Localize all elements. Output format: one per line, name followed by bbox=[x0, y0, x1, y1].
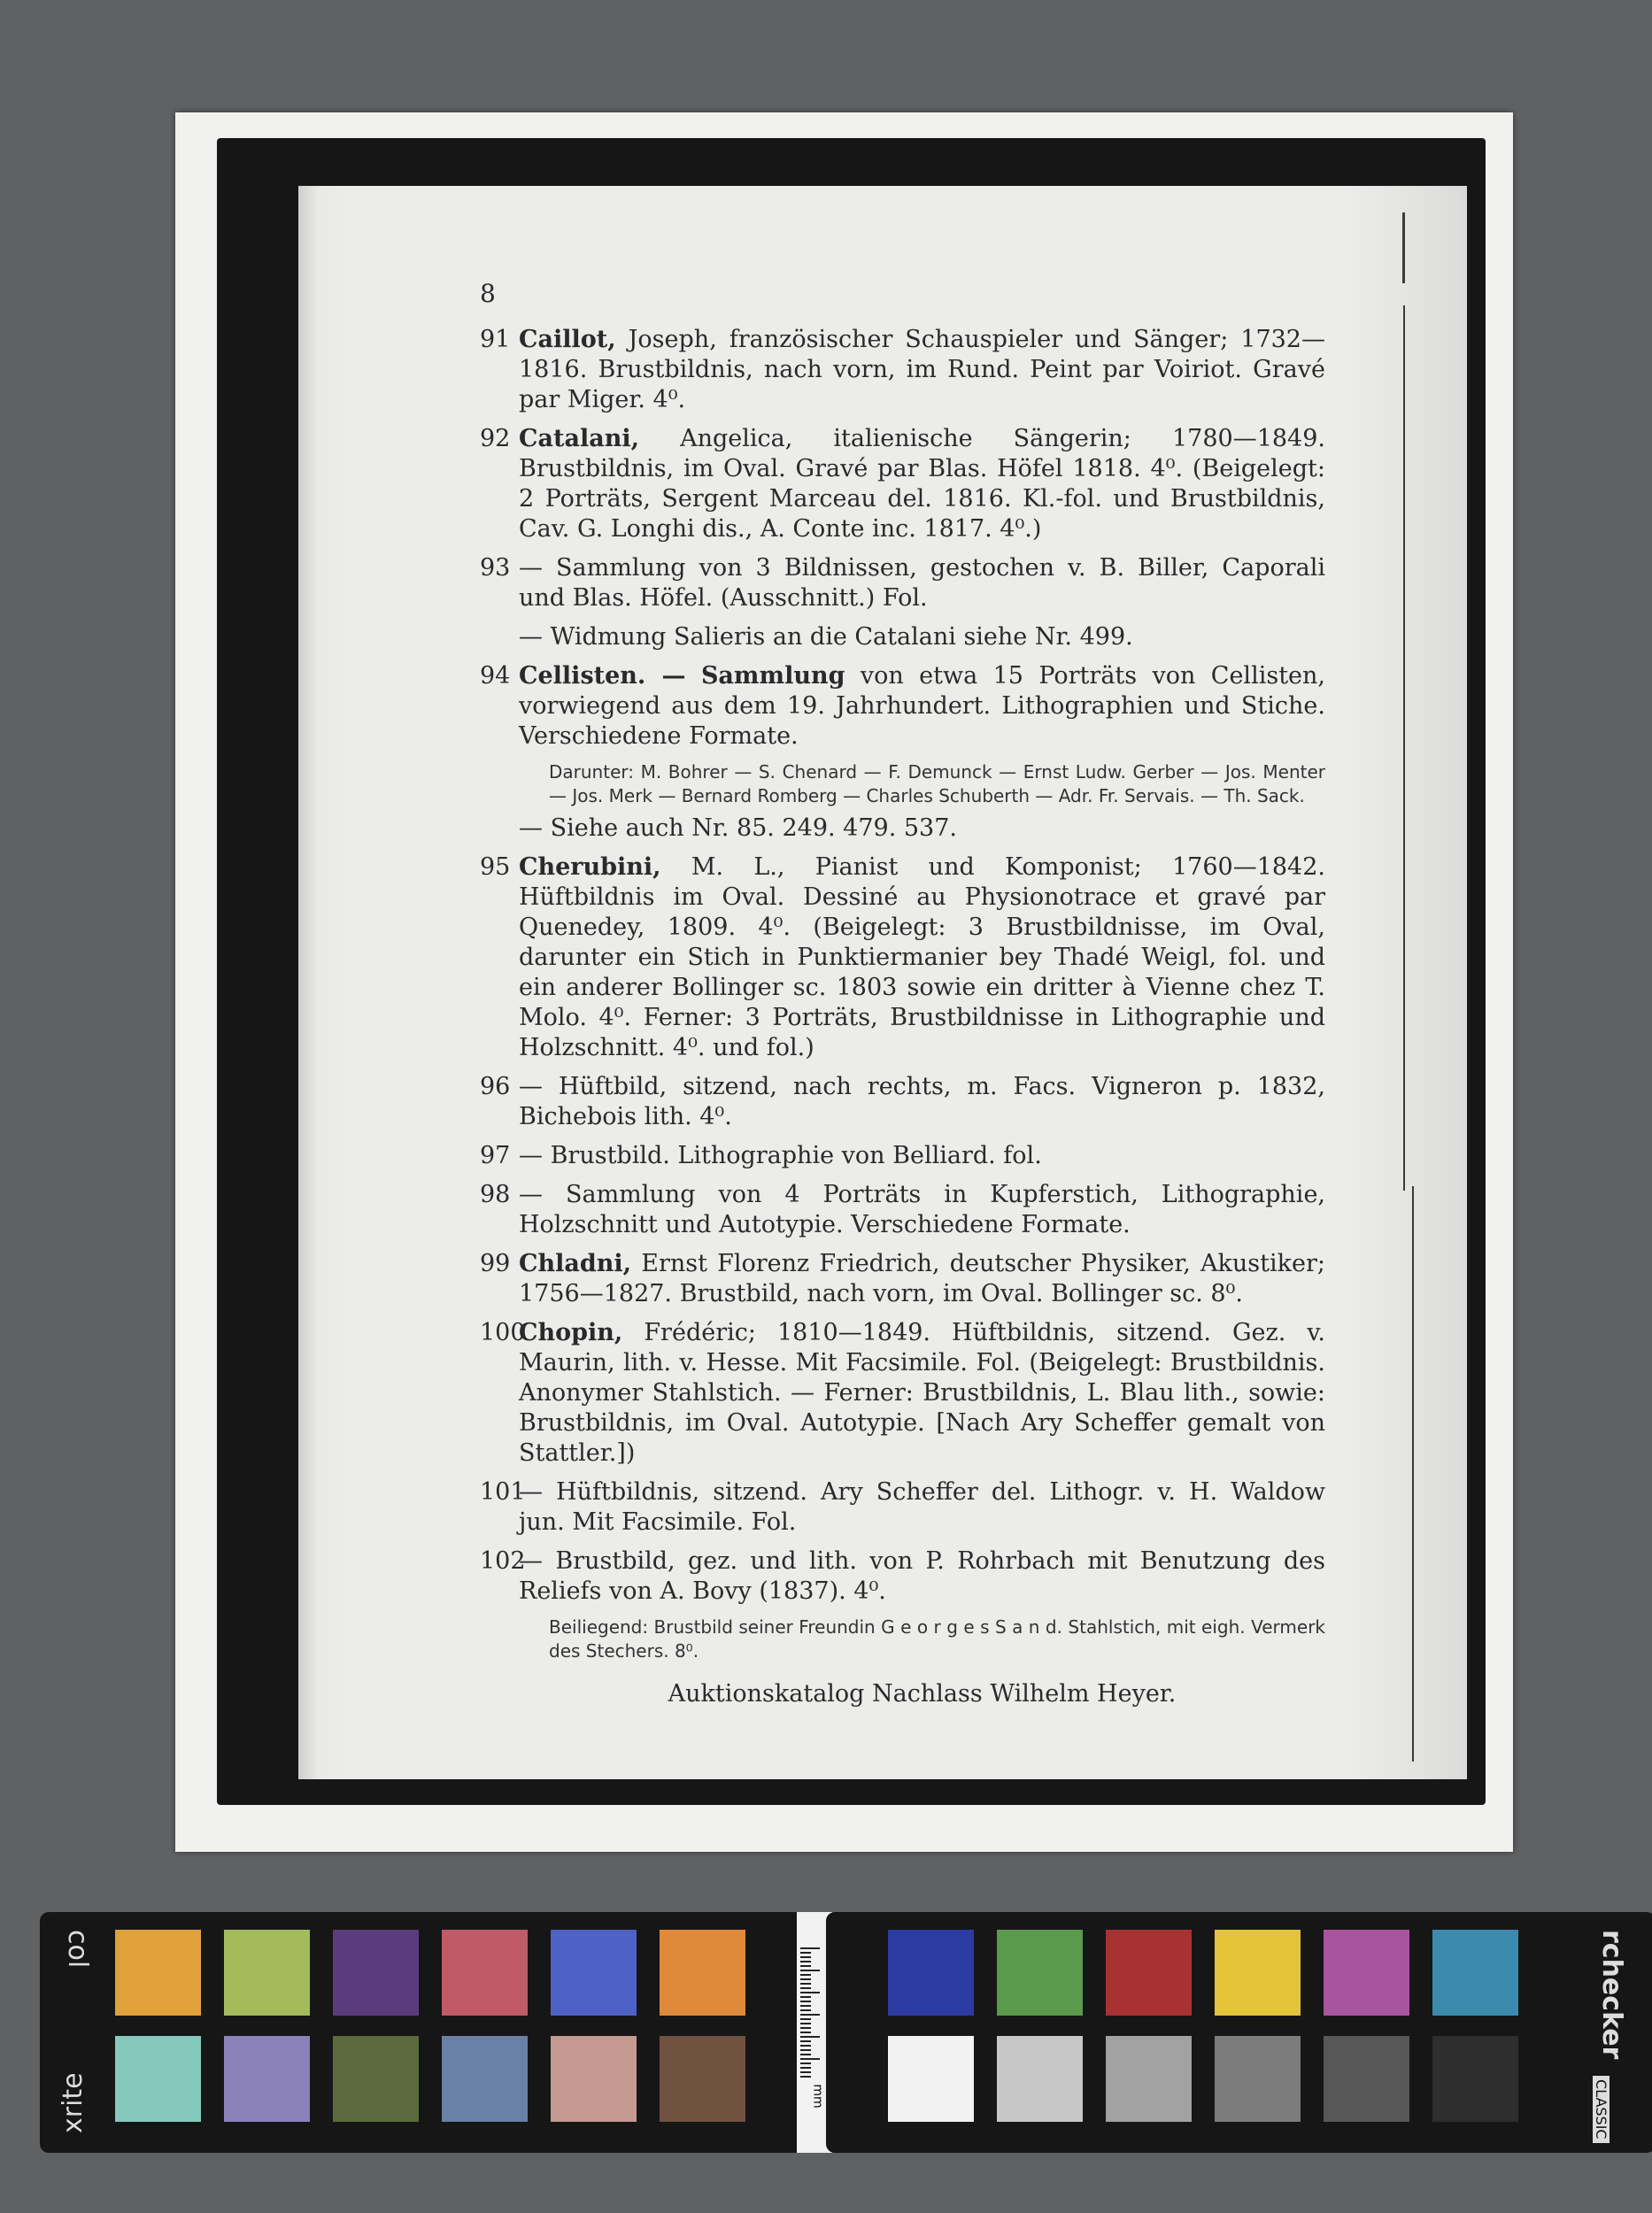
ruler-tick bbox=[800, 2023, 811, 2024]
entry-text: Joseph, französischer Schauspieler und Sänger; 1732—1816. Brustbildnis, nach vorn, im Rund. Peint par Voiriot. Gravé par Miger. 4⁰. bbox=[519, 326, 1325, 413]
catalog-entry bbox=[480, 1072, 1325, 1132]
see-reference: — Siehe auch Nr. 85. 249. 479. 537. bbox=[519, 814, 957, 842]
entry-name: Caillot, bbox=[519, 326, 616, 353]
entry-number: 92 bbox=[480, 425, 511, 452]
color-patch bbox=[333, 2036, 419, 2122]
entry-body bbox=[519, 1318, 1325, 1469]
entry-number: 95 bbox=[480, 853, 511, 881]
color-patch bbox=[1215, 1930, 1301, 2016]
entry-body bbox=[519, 424, 1325, 544]
entry-number: 91 bbox=[480, 326, 511, 353]
edge-mark bbox=[1402, 212, 1405, 283]
edge-mark bbox=[1403, 305, 1405, 1191]
catalog-page bbox=[298, 186, 1467, 1779]
catalog-entry bbox=[480, 1546, 1325, 1607]
entry-body bbox=[519, 1072, 1325, 1132]
color-patch bbox=[551, 1930, 637, 2016]
entry-note: Beiliegend: Brustbild seiner Freundin G e o r g e s S a n d. Stahlstich, mit eigh. Vermerk des Stechers. 8⁰. bbox=[549, 1616, 1325, 1662]
color-patch bbox=[660, 2036, 745, 2122]
entry-collection: Sammlung bbox=[700, 662, 845, 690]
color-patch bbox=[1215, 2036, 1301, 2122]
entry-text: — Brustbild. Lithographie von Belliard. fol. bbox=[519, 1142, 1042, 1169]
color-patch bbox=[888, 2036, 974, 2122]
page-frame bbox=[217, 138, 1486, 1805]
ruler-tick bbox=[800, 1952, 811, 1954]
entry-text: — Sammlung von 3 Bildnissen, gestochen v. B. Biller, Caporali und Blas. Höfel. (Ausschnitt.) Fol. bbox=[519, 554, 1325, 612]
ruler-tick bbox=[800, 1965, 811, 1967]
classic-badge: CLASSIC bbox=[1593, 2076, 1610, 2143]
ruler-tick bbox=[800, 1970, 820, 1971]
entry-number: 94 bbox=[480, 662, 511, 690]
entries-list bbox=[480, 852, 1325, 1607]
ruler-tick bbox=[800, 1947, 820, 1949]
catalog-entry bbox=[480, 1477, 1325, 1538]
ruler-tick bbox=[800, 2054, 811, 2055]
entry-text: — Sammlung von 4 Porträts in Kupferstich, Lithographie, Holzschnitt und Autotypie. Verschiedene Formate. bbox=[519, 1181, 1325, 1238]
entry-body bbox=[519, 661, 1325, 752]
entry-text: Ernst Florenz Friedrich, deutscher Physiker, Akustiker; 1756—1827. Brustbild, nach vorn, im Oval. Bollinger sc. 8⁰. bbox=[519, 1250, 1325, 1307]
ruler-tick bbox=[800, 1987, 811, 1989]
entry-body bbox=[519, 553, 1325, 613]
entry-body bbox=[519, 1141, 1325, 1171]
ruler-tick bbox=[800, 2058, 820, 2060]
color-patch bbox=[997, 2036, 1083, 2122]
entry-number: 97 bbox=[480, 1142, 511, 1169]
entry-body bbox=[519, 852, 1325, 1063]
photo-print bbox=[175, 112, 1513, 1852]
ruler-tick bbox=[800, 2040, 811, 2042]
entry-body bbox=[519, 1546, 1325, 1607]
catalog-entry bbox=[480, 325, 1325, 415]
ruler-tick bbox=[800, 1974, 811, 1976]
ruler-tick bbox=[800, 1983, 811, 1985]
catalog-entry bbox=[480, 1141, 1325, 1171]
catalog-entry bbox=[480, 1249, 1325, 1309]
color-patch bbox=[1324, 1930, 1409, 2016]
color-patch bbox=[1432, 1930, 1518, 2016]
color-patch bbox=[997, 1930, 1083, 2016]
entry-body bbox=[519, 1477, 1325, 1538]
entry-number: 101 bbox=[480, 1478, 526, 1506]
entry-name: Catalani, bbox=[519, 425, 639, 452]
entry-number: 96 bbox=[480, 1073, 511, 1100]
entry-name: Cherubini, bbox=[519, 853, 661, 881]
ruler-unit: mm bbox=[810, 2084, 825, 2109]
color-patch bbox=[224, 2036, 310, 2122]
catalog-footer: Auktionskatalog Nachlass Wilhelm Heyer. bbox=[668, 1680, 1177, 1708]
color-patch bbox=[1106, 1930, 1192, 2016]
ruler-tick bbox=[800, 2036, 820, 2038]
color-patch bbox=[333, 1930, 419, 2016]
color-patch bbox=[888, 1930, 974, 2016]
entry-text: — Brustbild, gez. und lith. von P. Rohrbach mit Benutzung des Reliefs von A. Bovy (1837). 4⁰. bbox=[519, 1547, 1325, 1605]
page-edge-shadow bbox=[1343, 186, 1467, 1779]
entry-text: Frédéric; 1810—1849. Hüftbildnis, sitzend. Gez. v. Maurin, lith. v. Hesse. Mit Facsimile. Fol. (Beigelegt: Brustbildnis. Anonymer Stahlstich. — Ferner: Brustbildnis, L. Blau lith., sowie: Brustbildnis, im Oval. Autotypie. [Nach Ary Scheffer gemalt von Stattler.]) bbox=[519, 1319, 1325, 1467]
ruler-tick bbox=[800, 1956, 811, 1958]
color-patch bbox=[442, 2036, 528, 2122]
entry-body bbox=[519, 1180, 1325, 1240]
entry-note: Darunter: M. Bohrer — S. Chenard — F. Demunck — Ernst Ludw. Gerber — Jos. Menter — Jos. Merk — Bernard Romberg — Charles Schuberth — Adr. Fr. Servais. — Th. Sack. bbox=[549, 761, 1325, 806]
page-text bbox=[480, 279, 1325, 1709]
ruler-tick bbox=[800, 2027, 811, 2029]
ruler-tick bbox=[800, 2049, 811, 2051]
color-patch bbox=[115, 1930, 201, 2016]
color-patch bbox=[442, 1930, 528, 2016]
ruler-tick bbox=[800, 1978, 811, 1980]
color-patch bbox=[115, 2036, 201, 2122]
catalog-entry bbox=[480, 424, 1325, 544]
ruler-tick bbox=[800, 2045, 811, 2047]
catalog-entry bbox=[480, 661, 1325, 752]
ruler-tick bbox=[800, 2032, 811, 2033]
ruler-tick bbox=[800, 2009, 811, 2011]
xrite-logo: xrite bbox=[58, 2072, 89, 2133]
color-patch bbox=[1432, 2036, 1518, 2122]
color-patch bbox=[660, 1930, 745, 2016]
color-patch bbox=[224, 1930, 310, 2016]
color-checker bbox=[40, 1912, 1652, 2153]
ruler-tick bbox=[800, 2005, 811, 2007]
ruler-tick bbox=[800, 1961, 811, 1962]
entry-number: 102 bbox=[480, 1547, 526, 1575]
catalog-entry bbox=[480, 852, 1325, 1063]
ruler-tick bbox=[800, 1992, 820, 1993]
entry-text: M. L., Pianist und Komponist; 1760—1842. Hüftbildnis im Oval. Dessiné au Physionotrace et gravé par Quenedey, 1809. 4⁰. (Beigelegt: 3 Brustbildnisse, im Oval, darunter ein Stich in Punktiermanier bey Thadé Weigl, fol. und ein anderer Bollinger sc. 1803 sowie ein dritter à Vienne chez T. Molo. 4⁰. Ferner: 3 Porträts, Brustbildnisse in Lithographie und Holzschnitt. 4⁰. und fol.) bbox=[519, 853, 1325, 1061]
entry-name: Chopin, bbox=[519, 1319, 623, 1346]
entry-number: 98 bbox=[480, 1181, 511, 1208]
entry-number: 100 bbox=[480, 1319, 526, 1346]
ruler-tick bbox=[800, 2076, 811, 2078]
ruler-tick bbox=[800, 1996, 811, 1998]
entries-list bbox=[480, 325, 1325, 613]
catalog-entry bbox=[480, 553, 1325, 613]
entry-number: 93 bbox=[480, 554, 511, 582]
entry-text: Angelica, italienische Sängerin; 1780—1849. Brustbildnis, im Oval. Gravé par Blas. Höfel 1818. 4⁰. (Beigelegt: 2 Porträts, Sergent Marceau del. 1816. Kl.-fol. und Brustbildnis, Cav. G. Longhi dis., A. Conte inc. 1817. 4⁰.) bbox=[519, 425, 1325, 543]
entry-number: 99 bbox=[480, 1250, 511, 1277]
catalog-entry bbox=[480, 1180, 1325, 1240]
ruler-tick bbox=[800, 2001, 811, 2002]
entry-text: von etwa 15 Porträts von Cellisten, vorwiegend aus dem 19. Jahrhundert. Lithographien und Stiche. Verschiedene Formate. bbox=[519, 662, 1325, 750]
entry-name: Chladni, bbox=[519, 1250, 632, 1277]
entry-text: — Hüftbild, sitzend, nach rechts, m. Facs. Vigneron p. 1832, Bichebois lith. 4⁰. bbox=[519, 1073, 1325, 1130]
color-patch bbox=[551, 2036, 637, 2122]
ruler-tick bbox=[800, 2067, 811, 2069]
color-patch bbox=[1324, 2036, 1409, 2122]
page-number: 8 bbox=[480, 279, 496, 308]
entry-name: Cellisten. — bbox=[519, 662, 686, 690]
ruler-tick bbox=[800, 2018, 811, 2020]
ruler-tick bbox=[800, 2014, 820, 2016]
checker-card-left bbox=[40, 1912, 819, 2153]
edge-mark bbox=[1412, 1186, 1414, 1762]
entry-body bbox=[519, 325, 1325, 415]
brand-label-top: col bbox=[62, 1930, 93, 1969]
checker-brand: rchecker bbox=[1596, 1930, 1627, 2060]
ruler-tick bbox=[800, 2063, 811, 2064]
entry-text: — Hüftbildnis, sitzend. Ary Scheffer del. Lithogr. v. H. Waldow jun. Mit Facsimile. Fol. bbox=[519, 1478, 1325, 1536]
entry-body bbox=[519, 1249, 1325, 1309]
checker-card-right bbox=[826, 1912, 1652, 2153]
see-reference: — Widmung Salieris an die Catalani siehe Nr. 499. bbox=[519, 623, 1133, 651]
catalog-entry bbox=[480, 1318, 1325, 1469]
color-patch bbox=[1106, 2036, 1192, 2122]
ruler-tick bbox=[800, 2071, 811, 2073]
